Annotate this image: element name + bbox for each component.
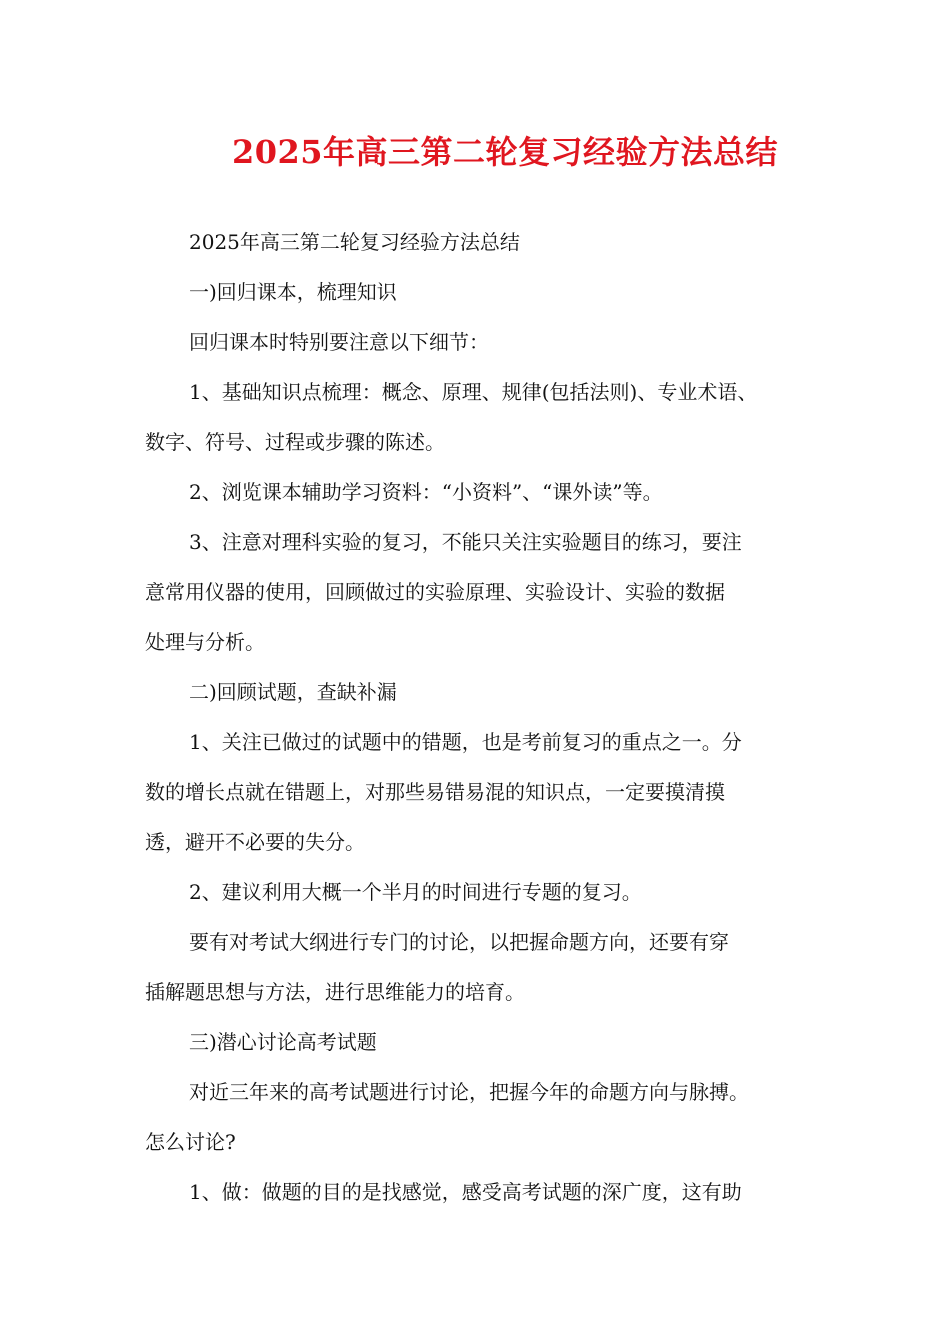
list-item-continuation: 数的增长点就在错题上，对那些易错易混的知识点，一定要摸清摸 (145, 780, 725, 804)
list-item: 1、关注已做过的试题中的错题，也是考前复习的重点之一。分 (189, 730, 742, 754)
document-body (145, 226, 810, 1226)
list-item-continuation: 意常用仪器的使用，回顾做过的实验原理、实验设计、实验的数据 (145, 580, 725, 604)
body-line: 2025年高三第二轮复习经验方法总结 (189, 230, 520, 254)
list-item: 2、浏览课本辅助学习资料：“小资料”、“课外读”等。 (189, 480, 663, 504)
body-line: 对近三年来的高考试题进行讨论，把握今年的命题方向与脉搏。 (189, 1080, 749, 1104)
document-title: 2025年高三第二轮复习经验方法总结 (231, 133, 779, 171)
section-heading: 三)潜心讨论高考试题 (189, 1030, 377, 1054)
list-item: 1、基础知识点梳理：概念、原理、规律(包括法则)、专业术语、 (189, 380, 758, 404)
section-heading: 一)回归课本，梳理知识 (189, 280, 397, 304)
list-item: 3、注意对理科实验的复习，不能只关注实验题目的练习，要注 (189, 530, 742, 554)
body-line: 要有对考试大纲进行专门的讨论，以把握命题方向，还要有穿 (189, 930, 729, 954)
section-heading: 二)回顾试题，查缺补漏 (189, 680, 397, 704)
list-item: 2、建议利用大概一个半月的时间进行专题的复习。 (189, 880, 642, 904)
list-item: 1、做：做题的目的是找感觉，感受高考试题的深广度，这有助 (189, 1180, 742, 1204)
body-line-continuation: 插解题思想与方法，进行思维能力的培育。 (145, 980, 525, 1004)
list-item-continuation: 处理与分析。 (145, 630, 265, 654)
body-line-continuation: 怎么讨论? (145, 1130, 236, 1154)
list-item-continuation: 透，避开不必要的失分。 (145, 830, 365, 854)
body-line: 回归课本时特别要注意以下细节： (189, 330, 489, 354)
list-item-continuation: 数字、符号、过程或步骤的陈述。 (145, 430, 445, 454)
